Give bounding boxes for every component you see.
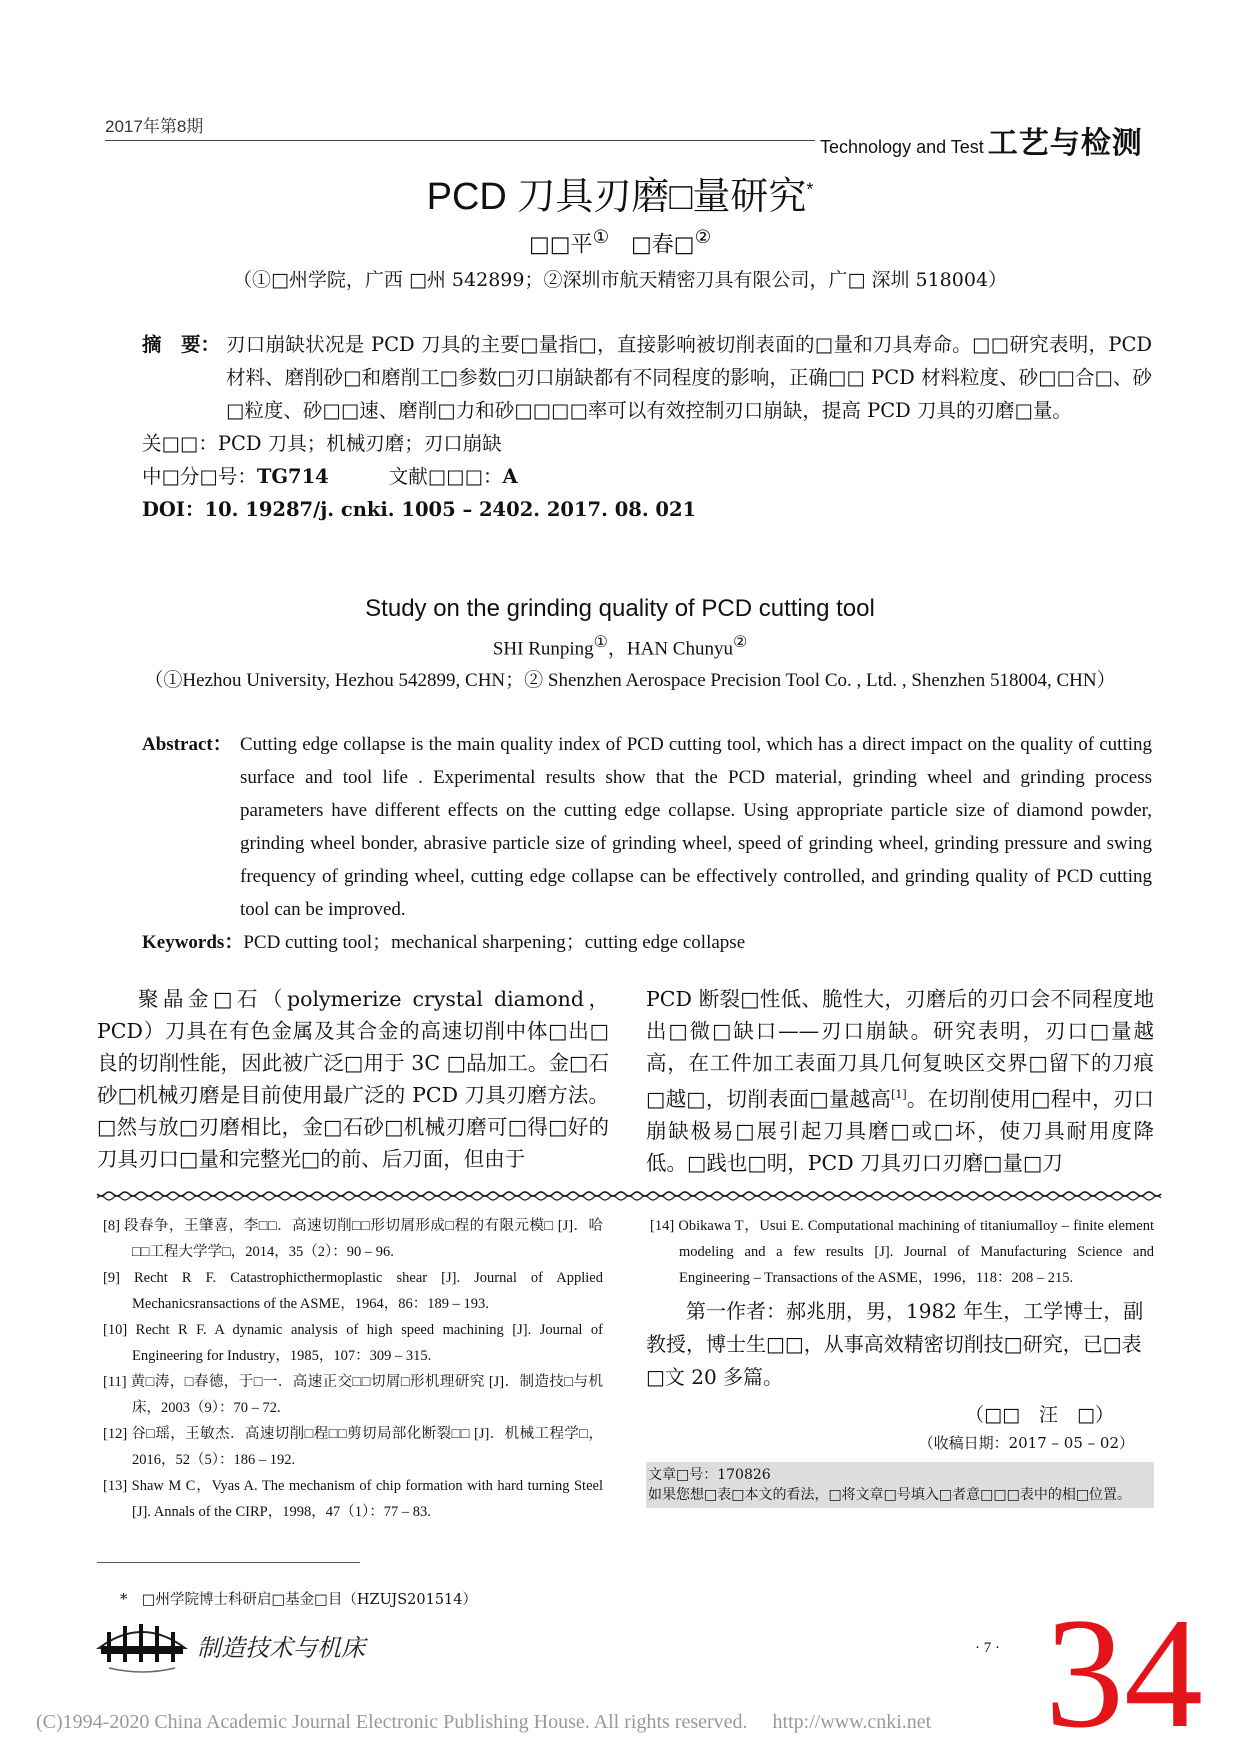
author-1-en-mark: ① (593, 634, 608, 651)
doi-value[interactable]: 10. 19287/j. cnki. 1005 – 2402. 2017. 08. 021 (204, 498, 697, 521)
page-stamp-number: 34 (1045, 1586, 1203, 1761)
doc-code-label: 文献□□□： (388, 465, 503, 488)
body-column-left: 聚晶金□石（polymerize crystal diamond，PCD）刀具在有色金属及其合金的高速切削中体□出□良的切削性能，因此被广泛□用于 3C □品加工。金□石砂□机械刃磨是目前使用最广泛的 PCD 刀具刃磨方法。□然与放□刃磨相比，金□石砂□机械刃磨可□得□好的刀具刃口□量和完整光□的前、后刀面，但由于 (97, 987, 609, 1171)
body-text: PCD 断裂□性低、脆性大，刃磨后的刃口会不同程度地出□微□缺口——刃口崩缺。研究表明，刃口□量越高，在工件加工表面刀具几何复映区交界□留下的刀痕□越□，切削表面□量越高 (646, 987, 1154, 1111)
author-2-en: HAN Chunyu (626, 638, 733, 660)
keywords-en-label: Keywords： (142, 932, 244, 953)
article-code: 文章□号：170826 (648, 1467, 771, 1483)
author-bio: 第一作者：郝兆朋，男，1982 年生，工学博士，副教授，博士生□□，从事高效精密切削技□研究，已□表□文 20 多篇。 (646, 1299, 1144, 1389)
footnote-rule (97, 1562, 360, 1563)
author-1-mark: ① (592, 227, 609, 248)
doc-code-value: A (502, 465, 518, 488)
references-right (646, 1213, 1154, 1291)
funding-footnote: * □州学院博士科研启□基金□目（HZUJS201514） (120, 1592, 477, 1608)
reference-item: [9] Recht R F. Catastrophicthermoplastic shear [J]. Journal of Applied Mechanicsransactions of the ASME，1964，86：189 – 193. (103, 1270, 603, 1312)
editor-credit: （□□ 汪 □） (965, 1404, 1114, 1426)
abstract-cn-label: 摘 要： (142, 333, 221, 356)
article-code-notice (646, 1462, 1154, 1508)
author-1: □□平 (528, 232, 593, 258)
reference-item: [8] 段春争，王肇喜，李□□．高速切削□□形切屑形成□程的有限元模□ [J]．哈□□工程大学学□，2014，35（2）：90 – 96. (103, 1218, 603, 1260)
header-rule (105, 140, 815, 141)
copyright-notice: (C)1994-2020 China Academic Journal Electronic Publishing House. All rights reserved. http://www.cnki.net (36, 1711, 932, 1733)
class-label: 中□分□号： (142, 465, 257, 488)
reference-item: [14] Obikawa T，Usui E. Computational machining of titaniumalloy – finite element modeling and a few results [J]. Journal of Manufacturing Science and Engineering – Transactions of the ASME，1996，118：208 – 215. (650, 1218, 1154, 1286)
section-header (820, 118, 1143, 162)
abstract-cn-text: 刃口崩缺状况是 PCD 刀具的主要□量指□，直接影响被切削表面的□量和刀具寿命。□□研究表明，PCD 材料、磨削砂□和磨削工□参数□刃口崩缺都有不同程度的影响，正确□□ PCD 材料粒度、砂□□合□、砂□粒度、砂□□速、磨削□力和砂□□□□率可以有效控制刃口崩缺，提高 PCD 刀具的刃磨□量。 (226, 333, 1152, 422)
abstract-cn (142, 328, 1152, 526)
affiliation-en: （①Hezhou University, Hezhou 542899, CHN；② Shenzhen Aerospace Precision Tool Co. , Ltd. , Shenzhen 518004, CHN） (144, 670, 1116, 691)
doi-label: DOI： (142, 498, 205, 521)
reference-item: [13] Shaw M C，Vyas A. The mechanism of chip formation with hard turning Steel [J]. Annals of the CIRP，1998，47（1）：77 – 83. (103, 1478, 603, 1520)
abstract-en-label: Abstract： (142, 734, 232, 755)
english-title: Study on the grinding quality of PCD cutting tool (365, 595, 875, 622)
right-column-end (646, 1213, 1154, 1508)
body-column-right (646, 983, 1154, 1179)
keywords-cn-label: 关□□： (142, 432, 218, 455)
author-2-en-mark: ② (732, 634, 748, 651)
references-left (103, 1213, 603, 1525)
body-text: 。在切削使用□程中，刃口崩缺极易□展引起刀具磨□或□坏，使刀具耐用度降低。□践也□明，PCD 刀具刃口刃磨□量□刀 (646, 1086, 1155, 1175)
author-2-mark: ② (694, 227, 712, 248)
author-2: □春□ (631, 232, 695, 258)
page-title (0, 165, 1240, 220)
received-date: （收稿日期：2017 – 05 – 02） (918, 1434, 1134, 1452)
author-1-en: SHI Runping (492, 638, 594, 660)
section-cn: 工艺与检测 (987, 127, 1143, 160)
affiliation-cn: （①□州学院，广西 □州 542899；②深圳市航天精密刀具有限公司，广□ 深圳 518004） (232, 269, 1008, 291)
author-sep: ， (607, 638, 627, 660)
section-en: Technology and Test (820, 137, 984, 157)
abstract-en (142, 728, 1152, 959)
reference-item: [10] Recht R F. A dynamic analysis of high speed machining [J]. Journal of Engineering for Industry，1985，107：309 – 315. (103, 1322, 603, 1364)
section-divider-wavy (97, 1190, 1155, 1202)
title-text: PCD 刀具刃磨□量研究 (426, 176, 807, 218)
issue-label: 2017年第8期 (105, 117, 204, 136)
reference-item: [11] 黄□涛，□春德，于□一．高速正交□□切屑□形机理研究 [J]．制造技□与机床，2003（9）：70 – 72. (103, 1374, 603, 1416)
abstract-en-text: Cutting edge collapse is the main quality index of PCD cutting tool, which has a direct impact on the quality of cutting surface and tool life . Experimental results show that the PCD material, grinding wheel and grinding process parameters have different effects on the cutting edge collapse. Using appropriate particle size of diamond powder, grinding wheel bonder, abrasive particle size of grinding wheel, speed of grinding wheel, grinding pressure and swing frequency of grinding wheel, cutting edge collapse can be effectively controlled, and grinding quality of PCD cutting tool can be improved. (240, 734, 1152, 920)
title-footnote-mark: * (806, 179, 814, 200)
keywords-en: PCD cutting tool；mechanical sharpening；cutting edge collapse (243, 932, 746, 953)
page-number: · 7 · (975, 1640, 1000, 1656)
journal-logo-text: 制造技术与机床 (197, 1634, 365, 1662)
feedback-notice: 如果您想□表□本文的看法，□将文章□号填入□者意□□□表中的相□位置。 (648, 1487, 1132, 1503)
class-value: TG714 (256, 465, 329, 488)
keywords-cn: PCD 刀具；机械刃磨；刃口崩缺 (217, 432, 502, 455)
reference-item: [12] 谷□瑶，王敏杰．高速切削□程□□剪切局部化断裂□□ [J]．机械工程学□，2016，52（5）：186 – 192. (103, 1426, 603, 1468)
citation-link[interactable]: [1] (891, 1088, 907, 1101)
authors-en (0, 632, 1240, 660)
journal-logo (97, 1618, 365, 1678)
authors-cn (0, 227, 1240, 258)
